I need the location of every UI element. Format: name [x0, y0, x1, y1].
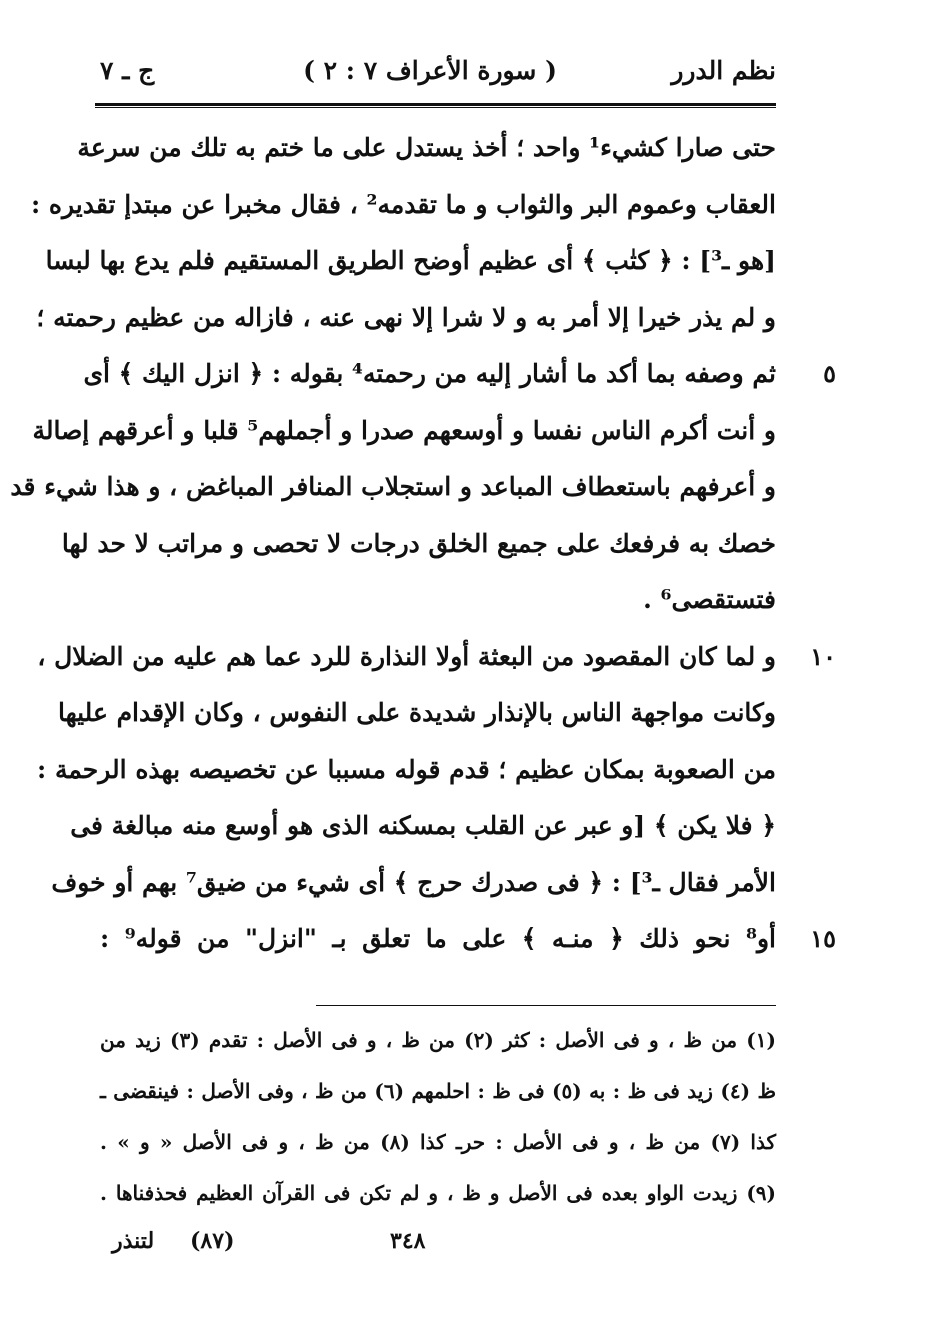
book-title: نظم الدرر	[671, 56, 776, 85]
text-line: وكانت مواجهة الناس بالإنذار شديدة على النفوس ، وكان الإقدام عليها	[57, 698, 776, 727]
header-rule-thin	[95, 107, 776, 108]
text-line: الأمر فقال ـ³] : ﴿ فى صدرك حرج ﴾ أى شيء من ضيق⁷ بهم أو خوف	[51, 867, 776, 897]
line-number: ٥	[823, 359, 836, 388]
text-line-content: ثم وصفه بما أكد ما أشار إليه من رحمته⁴ بقوله : ﴿ انزل اليك ﴾ أى	[83, 359, 776, 388]
text-line: من الصعوبة بمكان عظيم ؛ قدم قوله مسببا عن تخصيصه بهذه الرحمة :	[37, 754, 776, 784]
line-number: ١٠	[810, 641, 836, 671]
text-line: ﴿ فلا يكن ﴾ [و عبر عن القلب بمسكنه الذى هو أوسع منه مبالغة فى	[70, 811, 776, 840]
text-line-content: و لما كان المقصود من البعثة أولا النذارة للرد عما هم عليه من الضلال ،	[37, 641, 776, 671]
text-line: حتى صارا كشيء¹ واحد ؛ أخذ يستدل على ما ختم به تلك من سرعة	[77, 133, 776, 162]
page-number: ٣٤٨	[390, 1228, 426, 1254]
text-line-5	[83, 346, 836, 403]
text-line: و أعرفهم باستعطاف المباعد و استجلاب المنافر المباغض ، و هذا شيء قد	[10, 472, 776, 501]
surah-reference: ( سورة الأعراف ٧ : ٢ )	[303, 56, 557, 85]
running-header	[100, 48, 776, 96]
footnote-line: ظ (٤) زيد فى ظ : به (٥) فى ظ : احلمهم (٦) من ظ ، وفى الأصل : فينقضى ـ	[100, 1079, 777, 1103]
text-line: فتستقصى⁶ .	[643, 585, 776, 614]
text-line-15	[100, 911, 836, 968]
text-line: العقاب وعموم البر والثواب و ما تقدمه² ، فقال مخبرا عن مبتدإ تقديره :	[30, 189, 776, 219]
volume-number: ج ـ ٧	[100, 56, 155, 85]
signature-mark: (٨٧)	[190, 1228, 235, 1254]
page-footer	[100, 1228, 776, 1268]
header-rule	[95, 103, 776, 106]
footnotes	[100, 1015, 776, 1219]
text-line: و لم يذر خيرا إلا أمر به و لا شرا إلا نهى عنه ، فازاله من عظيم رحمته ؛	[36, 302, 776, 332]
text-line: [هو ـ³] : ﴿ كتٰب ﴾ أى عظيم أوضح الطريق المستقيم فلم يدع بها لبسا	[45, 246, 776, 275]
footnote-line: كذا (٧) من ظ ، و فى الأصل : حرـ كذا (٨) من ظ ، و فى الأصل « و » .	[100, 1130, 776, 1154]
text-line: و أنت أكرم الناس نفسا و أوسعهم صدرا و أجملهم⁵ قلبا و أعرقهم إصالة	[32, 415, 776, 445]
text-line-content: أو⁸ نحو ذلك ﴿ منـه ﴾ على ما تعلق بـ "انزل" من قوله⁹ :	[100, 924, 776, 953]
line-number: ١٥	[810, 924, 836, 953]
text-line: خصك به فرفعك على جميع الخلق درجات لا تحصى و مراتب لا حد لها	[61, 528, 776, 558]
footnote-rule	[316, 1005, 776, 1006]
catchword: لتنذر	[112, 1228, 155, 1254]
footnote-line: (٩) زيدت الواو بعده فى الأصل و ظ ، و لم تكن فى القرآن العظيم فحذفناها .	[100, 1181, 776, 1205]
text-line-10	[37, 629, 836, 686]
main-text	[10, 120, 836, 968]
footnote-line: (١) من ظ ، و فى الأصل : كثر (٢) من ظ ، و فى الأصل : تقدم (٣) زيد من	[100, 1028, 776, 1052]
